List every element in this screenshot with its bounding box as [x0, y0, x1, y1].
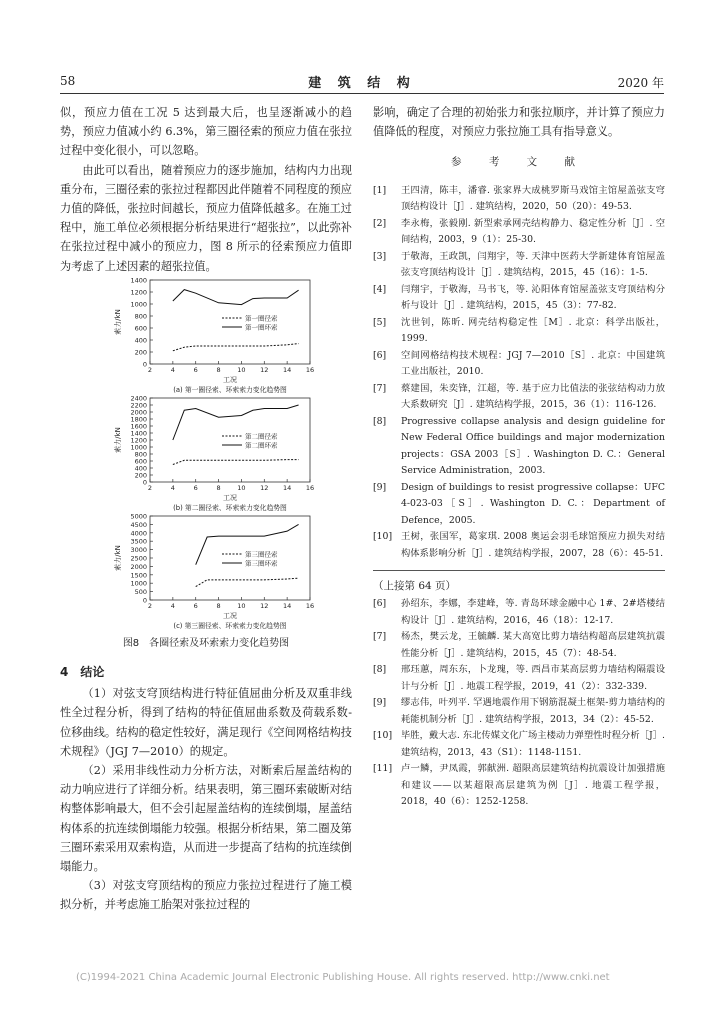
y-tick-label: 3000	[130, 545, 147, 554]
reference-number: [7]	[373, 382, 387, 394]
figure-caption: 图8 各圈径索及环索索力变化趋势图	[122, 637, 290, 649]
reference-item	[373, 381, 665, 414]
y-axis-label: 索力/kN	[114, 427, 122, 453]
x-tick-label: 16	[305, 365, 315, 374]
legend-label: 第二圈径索	[245, 432, 278, 441]
y-tick-label: 3500	[130, 537, 147, 546]
reference-item	[373, 414, 665, 480]
x-tick-label: 6	[193, 601, 198, 610]
y-tick-label: 0	[142, 478, 147, 487]
y-tick-label: 800	[134, 312, 147, 321]
x-tick-label: 12	[260, 483, 269, 492]
reference-number: [7]	[373, 631, 387, 643]
reference-text: 杨杰，樊云龙，王毓麟. 某大高宽比剪力墙结构超高层建筑抗震性能分析［J］. 建筑结构，2015，45（7）：48-54.	[401, 631, 665, 659]
y-tick-label: 200	[134, 348, 147, 357]
left-column	[60, 103, 352, 915]
legend-label: 第一圈环索	[245, 323, 278, 332]
reference-item	[373, 662, 665, 695]
y-tick-label: 1200	[130, 288, 147, 297]
y-tick-label: 2000	[130, 408, 147, 417]
x-tick-label: 16	[305, 601, 315, 610]
y-tick-label: 1400	[130, 429, 147, 438]
reference-number: [11]	[373, 763, 393, 775]
reference-item	[373, 529, 665, 562]
x-tick-label: 10	[237, 601, 246, 610]
body-paragraph: 由此可以看出，随着预应力的逐步施加，结构内力出现重分布，三圈径索的张拉过程都因此伴随着不同程度的预应力值的降低，张拉时间越长，预应力值降低越多。在施工过程中，施工单位必须根据分析结果进行“超张拉”，以此弥补在张拉过程中减小的预应力，图 8 所示的径索预应力值即为考虑了上述因素的超张拉值。	[60, 163, 352, 273]
reference-item	[373, 183, 665, 216]
reference-text: 邢珏蕙，周东东，卜龙瑰，等. 西昌市某高层剪力墙结构隔震设计与分析［J］. 地震工程学报，2019，41（2）：332-339.	[401, 664, 665, 692]
reference-text: 孙绍东，李娜，李建峰，等. 青岛环球金融中心 1#、2#塔楼结构设计［J］. 建筑结构，2016，46（18）：12-17.	[401, 598, 665, 626]
y-tick-label: 1200	[130, 436, 147, 445]
y-tick-label: 200	[134, 471, 147, 480]
x-tick-label: 14	[283, 365, 292, 374]
conclusion-paragraph: （2）采用非线性动力分析方法，对断索后屋盖结构的动力响应进行了详细分析。结果表明，第三圈环索破断对结构整体影响最大，但不会引起屋盖结构的连续倒塌，屋盖结构体系的抗连续倒塌能力较强。根据分析结果，第二圈及第三圈环索采用双索构造，从而进一步提高了结构的抗连续倒塌能力。	[60, 764, 352, 874]
reference-text: 闫翔宇，于敬海，马书飞，等. 沁阳体育馆屋盖弦支穹顶结构分析与设计［J］. 建筑结构，2015，45（3）：77-82.	[401, 283, 665, 312]
reference-item	[373, 216, 665, 249]
y-tick-label: 400	[134, 464, 147, 473]
series-line-radial-cable	[173, 459, 299, 464]
x-tick-label: 8	[216, 601, 221, 610]
reference-number: [4]	[373, 283, 387, 295]
y-tick-label: 2500	[130, 554, 147, 563]
plot-frame	[150, 280, 310, 364]
y-tick-label: 4000	[130, 529, 147, 538]
series-line-radial-cable	[196, 578, 299, 586]
x-axis-label: 工况	[223, 493, 237, 502]
x-tick-label: 10	[237, 483, 246, 492]
legend-label: 第一圈径索	[245, 314, 278, 323]
chart-b	[110, 394, 352, 512]
publication-year: 2020 年	[617, 76, 664, 90]
right-column	[373, 103, 665, 811]
y-tick-label: 2400	[130, 394, 147, 403]
series-line-hoop-cable	[173, 289, 299, 304]
reference-item	[373, 596, 665, 629]
reference-number: [10]	[373, 730, 393, 742]
reference-number: [6]	[373, 349, 387, 361]
chart-a	[110, 276, 352, 394]
y-tick-label: 600	[134, 324, 147, 333]
copyright-footer: (C)1994-2021 China Academic Journal Electronic Publishing House. All rights reserved. http://www.cnki.net	[76, 972, 610, 983]
reference-text: Design of buildings to resist progressive collapse：UFC 4-023-03［S］. Washington D. C.：Department of Defence，2005.	[401, 481, 665, 526]
reference-item	[373, 629, 665, 662]
reference-item	[373, 282, 665, 315]
reference-item	[373, 249, 665, 282]
reference-number: [6]	[373, 598, 387, 610]
legend-label: 第三圈径索	[245, 550, 278, 559]
reference-number: [8]	[373, 415, 387, 427]
reference-item	[373, 728, 665, 761]
reference-number: [2]	[373, 217, 387, 229]
y-tick-label: 600	[134, 457, 147, 466]
reference-list-continued	[373, 596, 665, 811]
conclusion-paragraph: （1）对弦支穹顶结构进行特征值屈曲分析及双重非线性全过程分析，得到了结构的特征值屈曲系数及荷载系数-位移曲线。结构的稳定性较好，满足现行《空间网格结构技术规程》（JGJ 7—2010）的规定。	[60, 687, 352, 758]
reference-text: 王树，张国军，葛家琪. 2008 奥运会羽毛球馆预应力损失对结构体系影响分析［J］. 建筑结构学报，2007，28（6）：45-51.	[401, 531, 665, 559]
y-tick-label: 400	[134, 336, 147, 345]
page-number: 58	[60, 74, 76, 88]
legend-label: 第二圈环索	[245, 441, 278, 450]
y-axis-label: 索力/kN	[114, 545, 122, 571]
reference-text: Progressive collapse analysis and design guideline for New Federal Office buildings and major modernization projects：GSA 2003［S］. Washington D. C.：General Service Administration，2003.	[401, 415, 665, 477]
y-tick-label: 1600	[130, 422, 147, 431]
reference-number: [3]	[373, 250, 387, 262]
x-tick-label: 8	[216, 365, 221, 374]
x-tick-label: 4	[170, 483, 175, 492]
y-tick-label: 1500	[130, 571, 147, 580]
reference-number: [5]	[373, 316, 387, 328]
x-tick-label: 10	[237, 365, 246, 374]
journal-title: 建 筑 结 构	[308, 76, 416, 91]
reference-item	[373, 480, 665, 530]
chart-title: (a) 第一圈径索、环索索力变化趋势图	[173, 385, 287, 394]
y-tick-label: 5000	[130, 512, 147, 521]
x-tick-label: 12	[260, 365, 269, 374]
y-tick-label: 2000	[130, 562, 147, 571]
x-axis-label: 工况	[223, 375, 237, 384]
y-tick-label: 0	[142, 360, 147, 369]
y-tick-label: 0	[142, 596, 147, 605]
chart-title: (c) 第三圈径索、环索索力变化趋势图	[173, 621, 287, 630]
y-tick-label: 1800	[130, 415, 147, 424]
x-tick-label: 8	[216, 483, 221, 492]
reference-text: 缪志伟，叶列平. 罕遇地震作用下钢筋混凝土框架-剪力墙结构的耗能机制分析［J］. 建筑结构学报，2013，34（2）：45-52.	[401, 697, 665, 725]
legend-label: 第三圈环索	[245, 559, 278, 568]
x-tick-label: 16	[305, 483, 315, 492]
x-tick-label: 14	[283, 601, 292, 610]
reference-item	[373, 695, 665, 728]
reference-text: 王四清，陈丰，潘睿. 张家界大成桃罗斯马戏馆主馆屋盖弦支穹顶结构设计［J］. 建筑结构，2020，50（20）：49-53.	[401, 184, 665, 213]
continued-from-label: （上接第 64 页）	[373, 570, 665, 596]
reference-number: [9]	[373, 697, 387, 709]
x-tick-label: 4	[170, 601, 175, 610]
x-axis-label: 工况	[223, 611, 237, 620]
reference-text: 空间网格结构技术规程：JGJ 7—2010［S］. 北京：中国建筑工业出版社，2010.	[401, 349, 665, 378]
body-paragraph: 影响，确定了合理的初始张力和张拉顺序，并计算了预应力值降低的程度，对预应力张拉施工具有指导意义。	[373, 106, 665, 139]
x-tick-label: 12	[260, 601, 269, 610]
y-tick-label: 2200	[130, 401, 147, 410]
y-tick-label: 1400	[130, 276, 147, 285]
body-paragraph: 似，预应力值在工况 5 达到最大后，也呈逐渐减小的趋势，预应力值减小约 6.3%，第三圈径索的预应力值在张拉过程中变化很小，可以忽略。	[60, 106, 352, 158]
y-axis-label: 索力/kN	[114, 309, 122, 335]
series-line-hoop-cable	[173, 405, 299, 440]
reference-number: [9]	[373, 481, 387, 493]
y-tick-label: 4500	[130, 520, 147, 529]
chart-a-svg	[110, 276, 340, 394]
section-heading: 4 结论	[60, 665, 105, 680]
x-tick-label: 2	[147, 483, 153, 492]
reference-list	[373, 183, 665, 563]
plot-frame	[150, 398, 310, 482]
reference-number: [10]	[373, 531, 393, 543]
y-tick-label: 800	[134, 450, 147, 459]
x-tick-label: 14	[283, 483, 292, 492]
reference-text: 李永梅，张毅刚. 新型索承网壳结构静力、稳定性分析［J］. 空间结构，2003，9（1）：25-30.	[401, 217, 665, 246]
conclusion-paragraph: （3）对弦支穹顶结构的预应力张拉过程进行了施工模拟分析，并考虑施工胎架对张拉过程的	[60, 879, 352, 912]
reference-number: [1]	[373, 184, 387, 196]
reference-text: 沈世钊，陈昕. 网壳结构稳定性［M］. 北京：科学出版社，1999.	[401, 316, 665, 345]
y-tick-label: 1000	[130, 300, 147, 309]
page-header	[60, 72, 664, 94]
reference-number: [8]	[373, 664, 387, 676]
y-tick-label: 500	[134, 587, 147, 596]
x-tick-label: 2	[147, 365, 153, 374]
x-tick-label: 6	[193, 483, 198, 492]
chart-c-svg	[110, 512, 340, 630]
x-tick-label: 4	[170, 365, 175, 374]
reference-item	[373, 761, 665, 811]
reference-text: 卢一鳞，尹凤霞，郭献洲. 超限高层建筑结构抗震设计加强措施和建议——以某超限高层建筑为例［J］. 地震工程学报，2018，40（6）：1252-1258.	[401, 763, 665, 808]
plot-frame	[150, 516, 310, 600]
y-tick-label: 1000	[130, 579, 147, 588]
series-line-radial-cable	[173, 343, 299, 350]
reference-text: 于敬海，王政凯，闫翔宇，等. 天津中医药大学新建体育馆屋盖弦支穹顶结构设计［J］. 建筑结构，2015，45（16）：1-5.	[401, 250, 665, 279]
x-tick-label: 2	[147, 601, 153, 610]
chart-title: (b) 第二圈径索、环索索力变化趋势图	[173, 503, 287, 512]
reference-item	[373, 348, 665, 381]
reference-text: 毕胜，戴大志. 东北传媒文化广场主楼动力弹塑性时程分析［J］. 建筑结构，2013，43（S1）：1148-1151.	[401, 730, 665, 758]
chart-c	[110, 512, 352, 630]
y-tick-label: 1000	[130, 443, 147, 452]
reference-text: 蔡建国，朱奕锋，江超，等. 基于应力比值法的张弦结构动力放大系数研究［J］. 建筑结构学报，2015，36（1）：116-126.	[401, 382, 665, 411]
reference-item	[373, 315, 665, 348]
references-title: 参 考 文 献	[450, 156, 587, 169]
x-tick-label: 6	[193, 365, 198, 374]
chart-b-svg	[110, 394, 340, 512]
